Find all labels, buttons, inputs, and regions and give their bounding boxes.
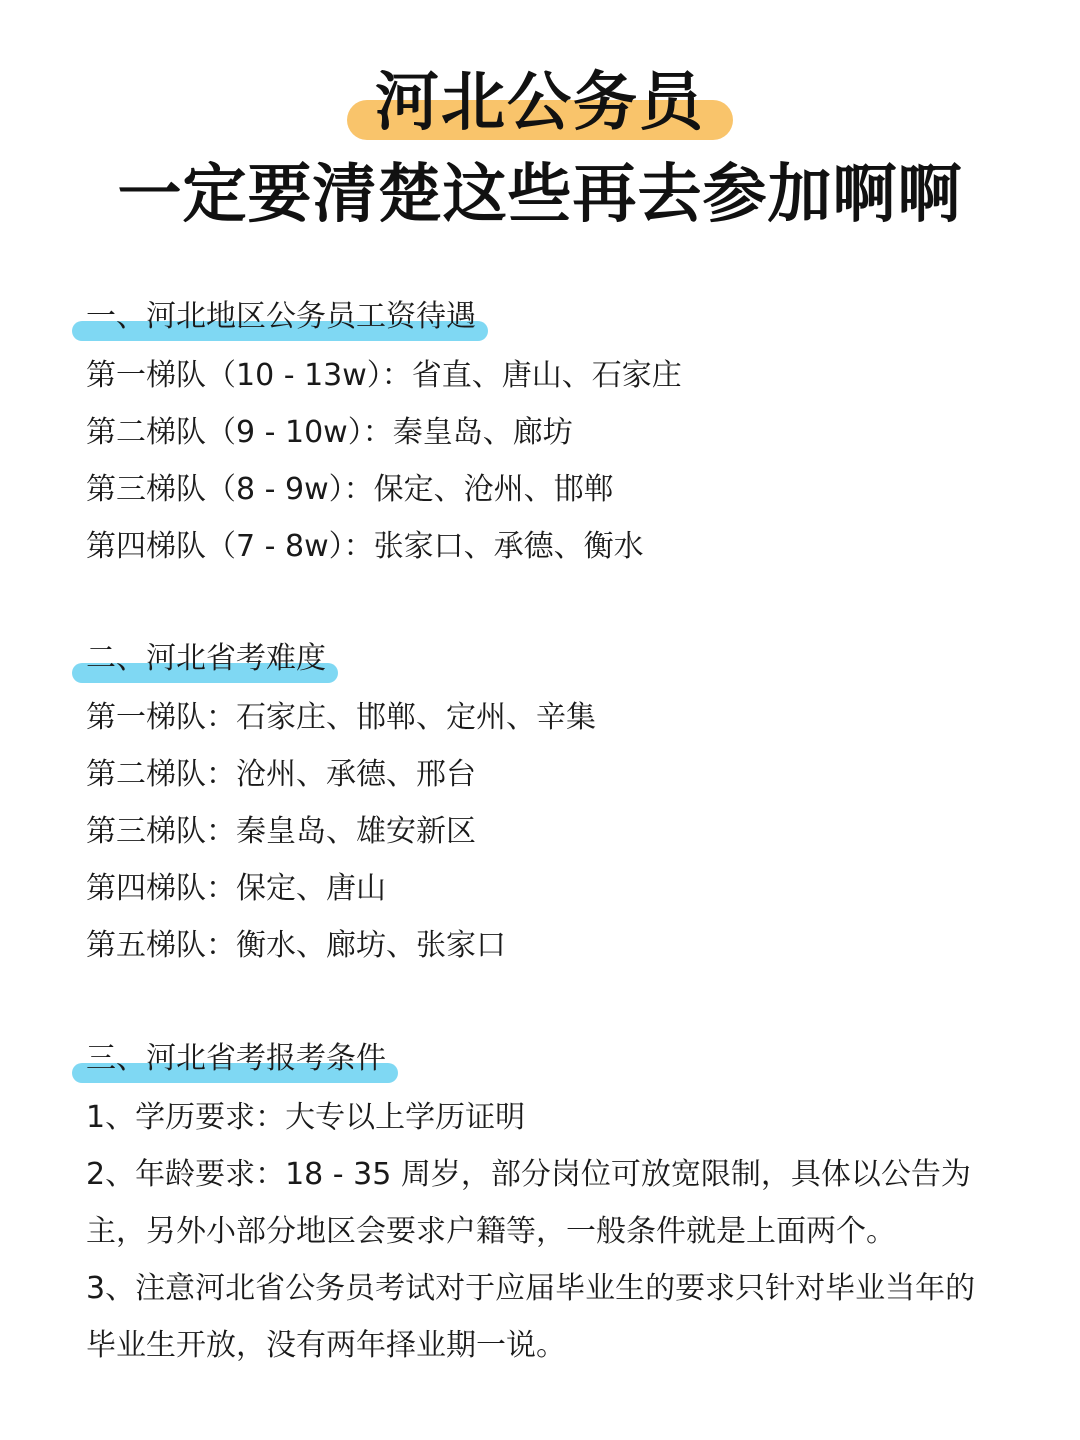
list-item: 第五梯队：衡水、廊坊、张家口: [86, 928, 506, 963]
section-heading-container: [86, 637, 326, 685]
list-item: 第四梯队（7 - 8w）：张家口、承德、衡水: [86, 529, 644, 564]
section-requirements: [86, 1037, 1006, 1374]
page-title: [0, 58, 1080, 240]
section-salary: [86, 295, 1006, 575]
list-item: 第一梯队（10 - 13w）：省直、唐山、石家庄: [86, 358, 682, 393]
list-item: 第三梯队（8 - 9w）：保定、沧州、邯郸: [86, 472, 614, 507]
title-line1-container: [375, 58, 705, 148]
section-heading-difficulty: 二、河北省考难度: [86, 641, 326, 676]
list-item: 第二梯队（9 - 10w）：秦皇岛、廊坊: [86, 415, 573, 450]
section-heading-container: [86, 1037, 386, 1085]
section-heading-container: [86, 295, 476, 343]
list-item: 第四梯队：保定、唐山: [86, 871, 386, 906]
section-heading-salary: 一、河北地区公务员工资待遇: [86, 299, 476, 334]
title-line2: 一定要清楚这些再去参加啊啊: [117, 158, 963, 232]
list-item: 第二梯队：沧州、承德、邢台: [86, 757, 476, 792]
list-item: 第三梯队：秦皇岛、雄安新区: [86, 814, 476, 849]
list-item: 2、年龄要求：18 - 35 周岁，部分岗位可放宽限制，具体以公告为主，另外小部分地区会要求户籍等，一般条件就是上面两个。: [86, 1157, 971, 1249]
list-item: 第一梯队：石家庄、邯郸、定州、辛集: [86, 700, 596, 735]
title-line1: 河北公务员: [375, 66, 705, 140]
list-item: 1、学历要求：大专以上学历证明: [86, 1100, 526, 1135]
section-heading-requirements: 三、河北省考报考条件: [86, 1041, 386, 1076]
list-item: 3、注意河北省公务员考试对于应届毕业生的要求只针对毕业当年的毕业生开放，没有两年择业期一说。: [86, 1271, 976, 1363]
section-difficulty: [86, 637, 1006, 974]
